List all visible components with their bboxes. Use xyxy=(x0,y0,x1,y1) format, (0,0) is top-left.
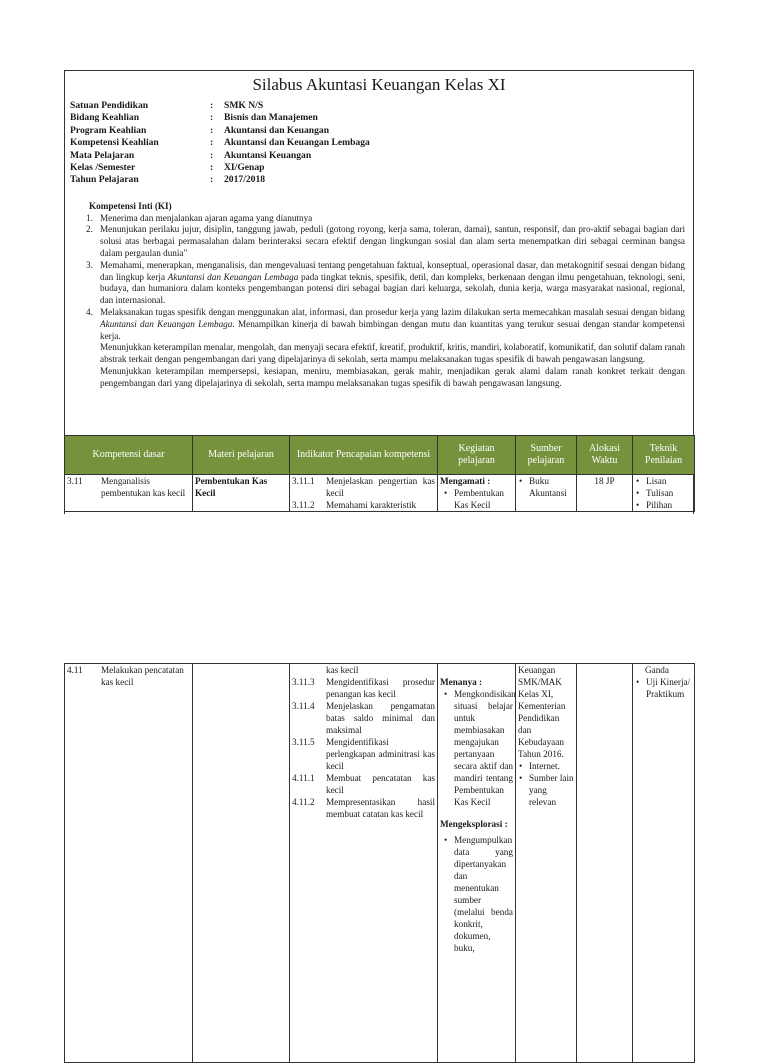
syllabus-page-2 xyxy=(64,663,694,1024)
identity-value: 2017/2018 xyxy=(224,174,266,186)
cell-kompetensi-dasar xyxy=(65,664,193,1063)
ki-item xyxy=(83,260,685,307)
cell-indikator xyxy=(290,475,438,512)
kd-text: Menganalisis pembentukan kas kecil xyxy=(101,476,186,498)
table-header-row xyxy=(65,436,695,475)
ki-item xyxy=(83,213,685,225)
indicator-entry xyxy=(292,736,435,772)
identity-value: Akuntansi dan Keuangan xyxy=(224,124,330,136)
identity-row xyxy=(70,100,693,112)
ki-heading: Kompetensi Inti (KI) xyxy=(89,200,172,211)
identity-label: Mata Pelajaran xyxy=(70,149,135,161)
kompetensi-inti-section xyxy=(83,201,685,390)
identity-colon: : xyxy=(210,161,214,173)
cell-indikator xyxy=(290,664,438,1063)
indicator-code: 4.11.1 xyxy=(292,773,315,783)
cell-alokasi xyxy=(577,664,633,1063)
ki-number: 2. xyxy=(86,224,93,235)
sumber-item: • Buku Akuntansi xyxy=(525,475,574,499)
kegiatan-list xyxy=(440,487,513,511)
kegiatan-item: • Pembentukan Kas Kecil xyxy=(450,487,513,511)
teknik-list xyxy=(635,475,692,511)
kd-code: 4.11 xyxy=(67,665,83,675)
indicator-text: kas kecil xyxy=(326,665,359,675)
indicator-entry xyxy=(292,499,435,511)
cell-sumber xyxy=(516,664,577,1063)
sumber-item: • Internet. xyxy=(525,760,574,772)
cell-alokasi: 18 JP xyxy=(577,475,633,512)
header-indikator: Indikator Pencapaian kompetensi xyxy=(290,436,438,475)
indicator-code: 3.11.3 xyxy=(292,677,315,687)
indicator-text: Menjelaskan pengertian kas kecil xyxy=(326,476,435,498)
ki-number: 1. xyxy=(86,212,93,223)
identity-label: Tahun Pelajaran xyxy=(70,174,139,186)
header-materi: Materi pelajaran xyxy=(193,436,290,475)
teknik-text: Ganda xyxy=(645,665,669,675)
indicator-code: 3.11.1 xyxy=(292,476,315,486)
cell-sumber xyxy=(516,475,577,512)
teknik-item: • Pilihan xyxy=(642,499,692,511)
header-alokasi: Alokasi Waktu xyxy=(577,436,633,475)
kegiatan-item: • Mengumpulkan data yang dipertanyakan dan menentukan sumber (melalui benda konkrit, dokumen, buku, xyxy=(450,834,513,954)
identity-colon: : xyxy=(210,137,214,149)
header-teknik: Teknik Penilaian xyxy=(633,436,695,475)
teknik-item: • Tulisan xyxy=(642,487,692,499)
document-title: Silabus Akuntasi Keuangan Kelas XI xyxy=(252,75,506,94)
indicator-text: Membuat pencatatan kas kecil xyxy=(326,773,435,795)
ki-item xyxy=(83,307,685,342)
header-sumber: Sumber pelajaran xyxy=(516,436,577,475)
sumber-text: Keuangan SMK/MAK Kelas XI, Kementerian Pendidikan dan Kebudayaan Tahun 2016. xyxy=(518,665,566,759)
identity-value: SMK N/S xyxy=(224,100,264,111)
indicator-text: Mengidentifikasi perlengkapan adminitrasi kas kecil xyxy=(326,737,435,771)
cell-teknik xyxy=(633,664,695,1063)
menanya-list xyxy=(440,688,516,808)
identity-colon: : xyxy=(210,174,214,186)
kegiatan-item: • Mengkondisikan situasi belajar untuk membiasakan mengajukan pertanyaan secara aktif dan mandiri tentang Pembentukan Kas Kecil xyxy=(450,688,513,808)
ki-text: Menunjukan perilaku jujur, disiplin, tanggung jawab, peduli (gotong royong, kerja sama, toleran, damai), santun, responsif, dan pro-aktif sebagai bagian dari solusi atas berbagai permasalahan dalam berinteraksi secara efektif dengan lingkungan sosial dan alam serta menempatkan diri sebagai cerminan bangsa dalam pergaulan dunia" xyxy=(100,224,685,258)
identity-colon: : xyxy=(210,112,214,124)
identity-value: Akuntansi dan Keuangan Lembaga xyxy=(224,137,370,149)
identity-label: Kelas /Semester xyxy=(70,161,136,173)
eksplor-list xyxy=(440,834,513,954)
teknik-list xyxy=(635,676,692,700)
menanya-heading: Menanya : xyxy=(440,677,483,687)
ki-number: 3. xyxy=(86,259,93,270)
ki-text: . Menampilkan kinerja di bawah bimbingan dengan mutu dan kuantitas yang terukur sesuai dengan standar kompetensi kerja. xyxy=(100,318,686,341)
indicator-text: Memahami karakteristik xyxy=(326,500,417,510)
identity-label: Bidang Keahlian xyxy=(70,112,140,124)
identity-value: XI/Genap xyxy=(224,161,265,173)
indicator-code: 3.11.2 xyxy=(292,500,315,510)
identity-label: Satuan Pendidikan xyxy=(70,100,149,111)
identity-row xyxy=(70,150,693,162)
identity-row xyxy=(70,112,693,124)
ki-emphasis: Akuntansi dan Keuangan Lembaga xyxy=(100,318,233,329)
header-kegiatan: Kegiatan pelajaran xyxy=(438,436,516,475)
indicator-entry xyxy=(292,796,435,820)
ki-text: Melaksanakan tugas spesifik dengan menggunakan alat, informasi, dan prosedur kerja yang lazim dilakukan serta memecahkan masalah sesuai dengan bidang xyxy=(100,306,685,317)
cell-teknik xyxy=(633,475,695,512)
indicator-entry xyxy=(292,475,435,499)
ki-text: Memahami, menerapkan, menganalisis, dan mengevaluasi tentang pengetahuan faktual, konseptual, operasional dasar, dan metakognitif sesuai dengan bidang dan lingkup kerja xyxy=(100,259,685,282)
identity-block xyxy=(70,100,693,187)
teknik-item: • Uji Kinerja/ Praktikum xyxy=(642,676,692,700)
cell-materi: Pembentukan Kas Kecil xyxy=(193,475,290,512)
indicator-entry xyxy=(292,676,435,700)
cell-kegiatan xyxy=(438,664,516,1063)
indicator-entry xyxy=(292,664,435,676)
header-kompetensi-dasar: Kompetensi dasar xyxy=(65,436,193,475)
kd-code: 3.11 xyxy=(67,476,83,486)
indicator-entry xyxy=(292,700,435,736)
syllabus-table-continued xyxy=(64,663,695,1063)
indicator-code: 3.11.4 xyxy=(292,701,315,711)
identity-colon: : xyxy=(210,124,214,136)
syllabus-table xyxy=(64,435,695,512)
indicator-text: Mengidentifikasi prosedur penangan kas kecil xyxy=(326,677,435,699)
cell-kegiatan xyxy=(438,475,516,512)
ki-paragraph: Menunjukkan keterampilan mempersepsi, kesiapan, meniru, membiasakan, gerak mahir, menjadikan gerak alami dalam ranah konkret terkait dengan pengembangan dari yang dipelajarinya di sekolah, serta mampu melaksanakan tugas spesifik di bawah pengawasan langsung. xyxy=(100,365,685,388)
ki-text: Menerima dan menjalankan ajaran agama yang dianutnya xyxy=(100,212,313,223)
indicator-code: 4.11.2 xyxy=(292,797,315,807)
identity-row xyxy=(70,174,693,186)
ki-number: 4. xyxy=(86,306,93,317)
kd-entry xyxy=(67,475,190,499)
identity-label: Kompetensi Keahlian xyxy=(70,137,159,149)
identity-value: Bisnis dan Manajemen xyxy=(224,112,318,124)
sumber-list xyxy=(518,760,574,808)
table-row xyxy=(65,664,695,1063)
indicator-text: Mempresentasikan hasil membuat catatan kas kecil xyxy=(326,797,435,819)
table-row xyxy=(65,475,695,512)
identity-label: Program Keahlian xyxy=(70,124,147,136)
identity-row xyxy=(70,162,693,174)
ki-emphasis: Akuntansi dan Keuangan Lembaga xyxy=(167,271,299,282)
indicator-code: 3.11.5 xyxy=(292,737,315,747)
ki-list xyxy=(83,213,685,343)
syllabus-page-1 xyxy=(64,70,694,514)
sumber-list xyxy=(518,475,574,499)
ki-item xyxy=(83,224,685,259)
indicator-text: Menjelaskan pengamatan batas saldo minimal dan maksimal xyxy=(326,701,435,735)
indicator-entry xyxy=(292,772,435,796)
kd-entry xyxy=(67,664,190,688)
identity-row xyxy=(70,125,693,137)
cell-materi xyxy=(193,664,290,1063)
identity-value: Akuntansi Keuangan xyxy=(224,149,312,161)
eksplor-heading: Mengeksplorasi : xyxy=(440,819,508,829)
ki-paragraph: Menunjukkan keterampilan menalar, mengolah, dan menyaji secara efektif, kreatif, produktif, kritis, mandiri, kolaboratif, komunikatif, dan solutif dalam ranah abstrak terkait dengan pengembangan dari yang dipelajarinya di sekolah, serta mampu melaksanakan tugas spesifik di bawah pengawasan langsung. xyxy=(100,342,685,365)
ki-text: pada tingkat teknis, spesifik, detil, dan kompleks, berkenaan dengan ilmu pengetahuan, teknologi, seni, budaya, dan humaniora dalam konteks pengembangan potensi diri sebagai bagian dari keluarga, sekolah, dunia kerja, warga masyarakat nasional, regional, dan internasional. xyxy=(100,271,685,306)
kd-text: Melakukan pencatatan kas kecil xyxy=(101,665,184,687)
teknik-item: • Lisan xyxy=(642,475,692,487)
cell-kompetensi-dasar xyxy=(65,475,193,512)
sumber-item: • Sumber lain yang relevan xyxy=(525,772,574,808)
identity-colon: : xyxy=(210,149,214,161)
identity-row xyxy=(70,137,693,149)
identity-colon: : xyxy=(210,100,214,111)
kegiatan-heading: Mengamati : xyxy=(440,476,491,486)
